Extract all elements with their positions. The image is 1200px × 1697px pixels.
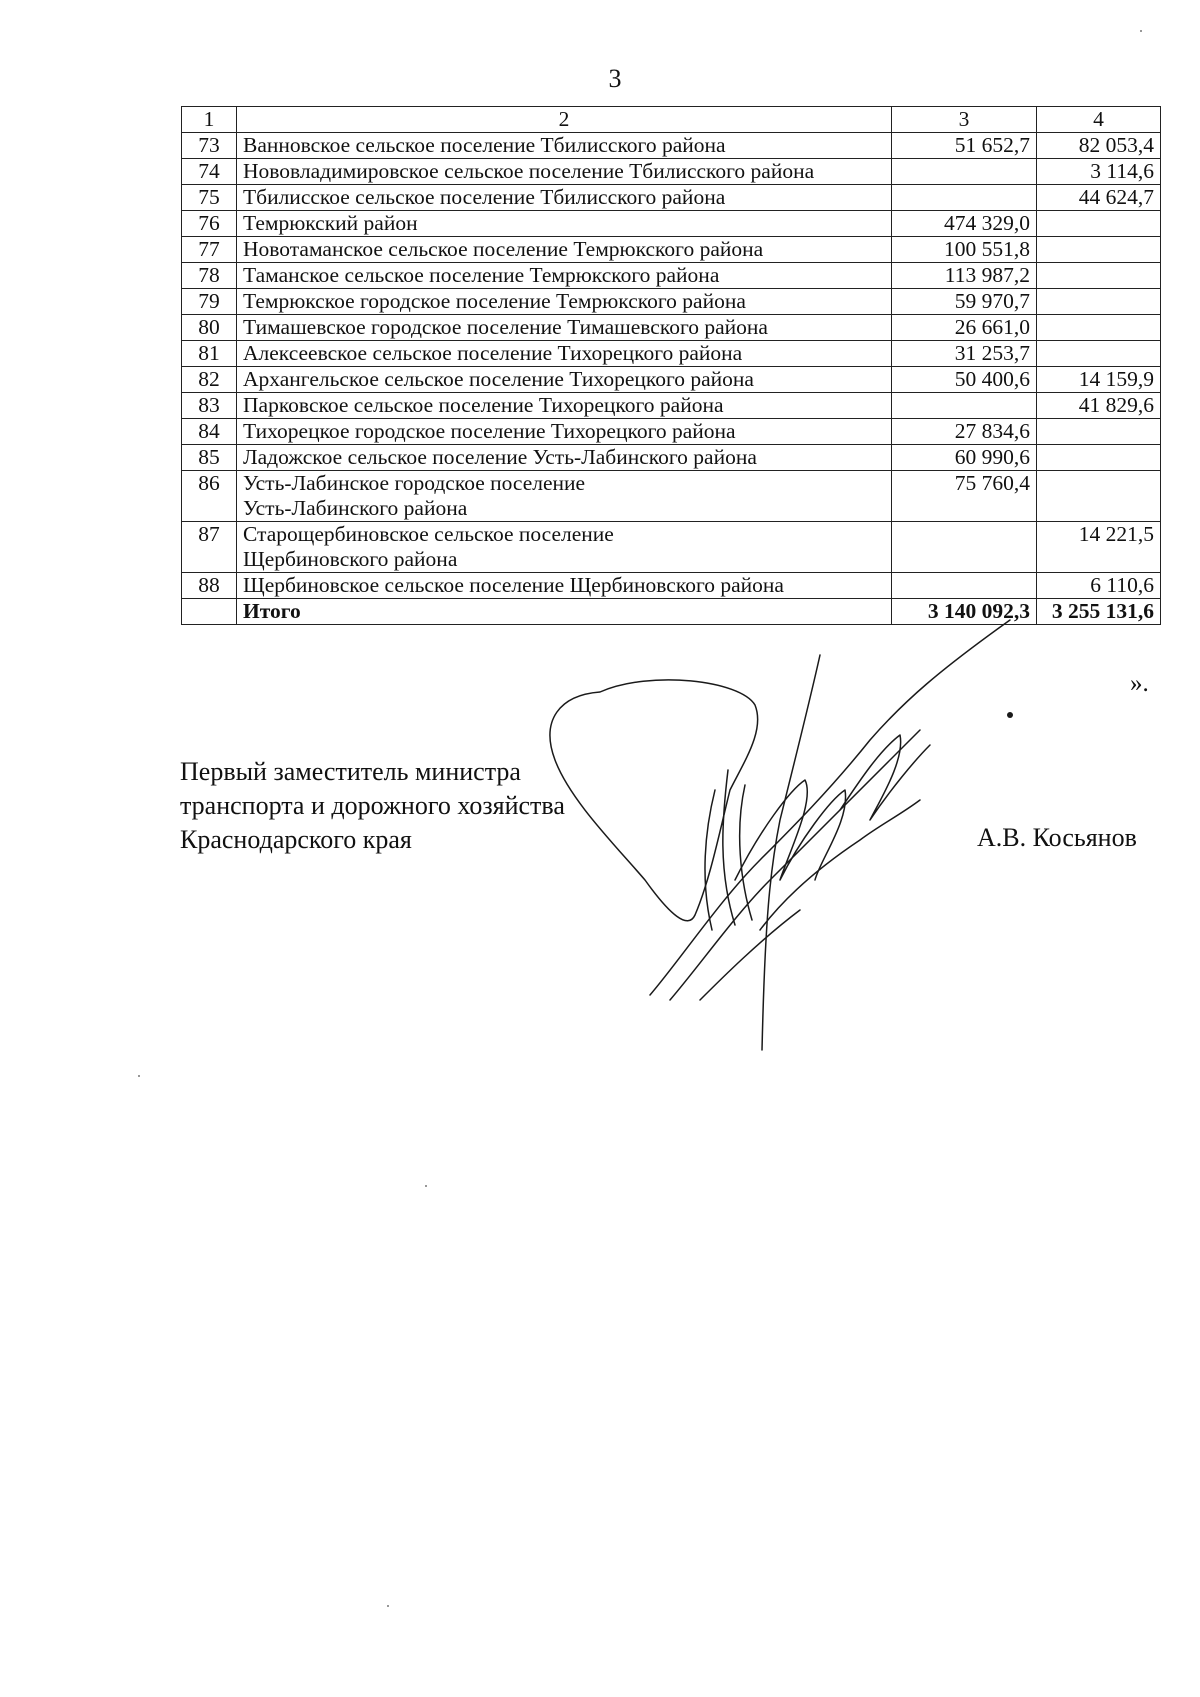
row-number: 81 [182, 341, 237, 367]
total-col4: 3 255 131,6 [1037, 599, 1161, 625]
row-name-line-1: Усть-Лабинское городское поселение [243, 471, 586, 495]
row-name: Алексеевское сельское поселение Тихорецкого района [237, 341, 892, 367]
row-value-col4: 6 110,6 [1037, 573, 1161, 599]
row-value-col3: 75 760,4 [892, 471, 1037, 522]
row-value-col3: 27 834,6 [892, 419, 1037, 445]
total-col3: 3 140 092,3 [892, 599, 1037, 625]
row-name-line-2: Щербиновского района [243, 547, 458, 571]
row-value-col3: 50 400,6 [892, 367, 1037, 393]
row-name: Темрюкский район [237, 211, 892, 237]
scan-speck [387, 1605, 389, 1607]
row-number: 86 [182, 471, 237, 522]
row-name: Тихорецкое городское поселение Тихорецкого района [237, 419, 892, 445]
row-number: 80 [182, 315, 237, 341]
header-col-4: 4 [1037, 107, 1161, 133]
row-name: Нововладимировское сельское поселение Тбилисского района [237, 159, 892, 185]
header-col-2: 2 [237, 107, 892, 133]
row-name: Тимашевское городское поселение Тимашевского района [237, 315, 892, 341]
row-number: 85 [182, 445, 237, 471]
row-value-col4: 41 829,6 [1037, 393, 1161, 419]
row-name: Таманское сельское поселение Темрюкского района [237, 263, 892, 289]
signer-position-line-1: Первый заместитель министра [180, 757, 521, 786]
row-number: 76 [182, 211, 237, 237]
row-name: Щербиновское сельское поселение Щербиновского района [237, 573, 892, 599]
signer-name: А.В. Косьянов [977, 823, 1137, 852]
row-number: 83 [182, 393, 237, 419]
scan-speck [138, 1075, 140, 1077]
signer-position-line-2: транспорта и дорожного хозяйства [180, 791, 565, 820]
row-name-line-1: Старощербиновское сельское поселение [243, 522, 614, 546]
row-value-col3: 100 551,8 [892, 237, 1037, 263]
row-value-col3: 474 329,0 [892, 211, 1037, 237]
row-number: 74 [182, 159, 237, 185]
row-name: Архангельское сельское поселение Тихорецкого района [237, 367, 892, 393]
row-value-col3: 113 987,2 [892, 263, 1037, 289]
row-value-col4: 14 221,5 [1037, 522, 1161, 573]
row-value-col3: 51 652,7 [892, 133, 1037, 159]
row-name: Парковское сельское поселение Тихорецкого района [237, 393, 892, 419]
row-name: Темрюкское городское поселение Темрюкского района [237, 289, 892, 315]
row-number: 88 [182, 573, 237, 599]
row-value-col4: 14 159,9 [1037, 367, 1161, 393]
row-value-col3: 26 661,0 [892, 315, 1037, 341]
row-name: Ванновское сельское поселение Тбилисского района [237, 133, 892, 159]
row-number: 78 [182, 263, 237, 289]
row-value-col4: 44 624,7 [1037, 185, 1161, 211]
page-number: 3 [608, 64, 622, 93]
row-value-col3: 31 253,7 [892, 341, 1037, 367]
total-label: Итого [237, 599, 892, 625]
signer-position-line-3: Краснодарского края [180, 825, 412, 854]
header-col-1: 1 [182, 107, 237, 133]
row-number: 87 [182, 522, 237, 573]
row-value-col3: 59 970,7 [892, 289, 1037, 315]
row-name: Ладожское сельское поселение Усть-Лабинского района [237, 445, 892, 471]
row-number: 77 [182, 237, 237, 263]
row-number: 82 [182, 367, 237, 393]
scan-speck [1140, 30, 1142, 32]
row-number: 84 [182, 419, 237, 445]
row-name: Новотаманское сельское поселение Темрюкского района [237, 237, 892, 263]
row-value-col4: 82 053,4 [1037, 133, 1161, 159]
closing-quote: ». [1130, 670, 1149, 697]
row-number: 79 [182, 289, 237, 315]
row-number: 75 [182, 185, 237, 211]
header-col-3: 3 [892, 107, 1037, 133]
row-name-line-2: Усть-Лабинского района [243, 496, 468, 520]
row-number: 73 [182, 133, 237, 159]
scan-speck [425, 1185, 427, 1187]
row-value-col3: 60 990,6 [892, 445, 1037, 471]
row-name: Тбилисское сельское поселение Тбилисского района [237, 185, 892, 211]
row-value-col4: 3 114,6 [1037, 159, 1161, 185]
